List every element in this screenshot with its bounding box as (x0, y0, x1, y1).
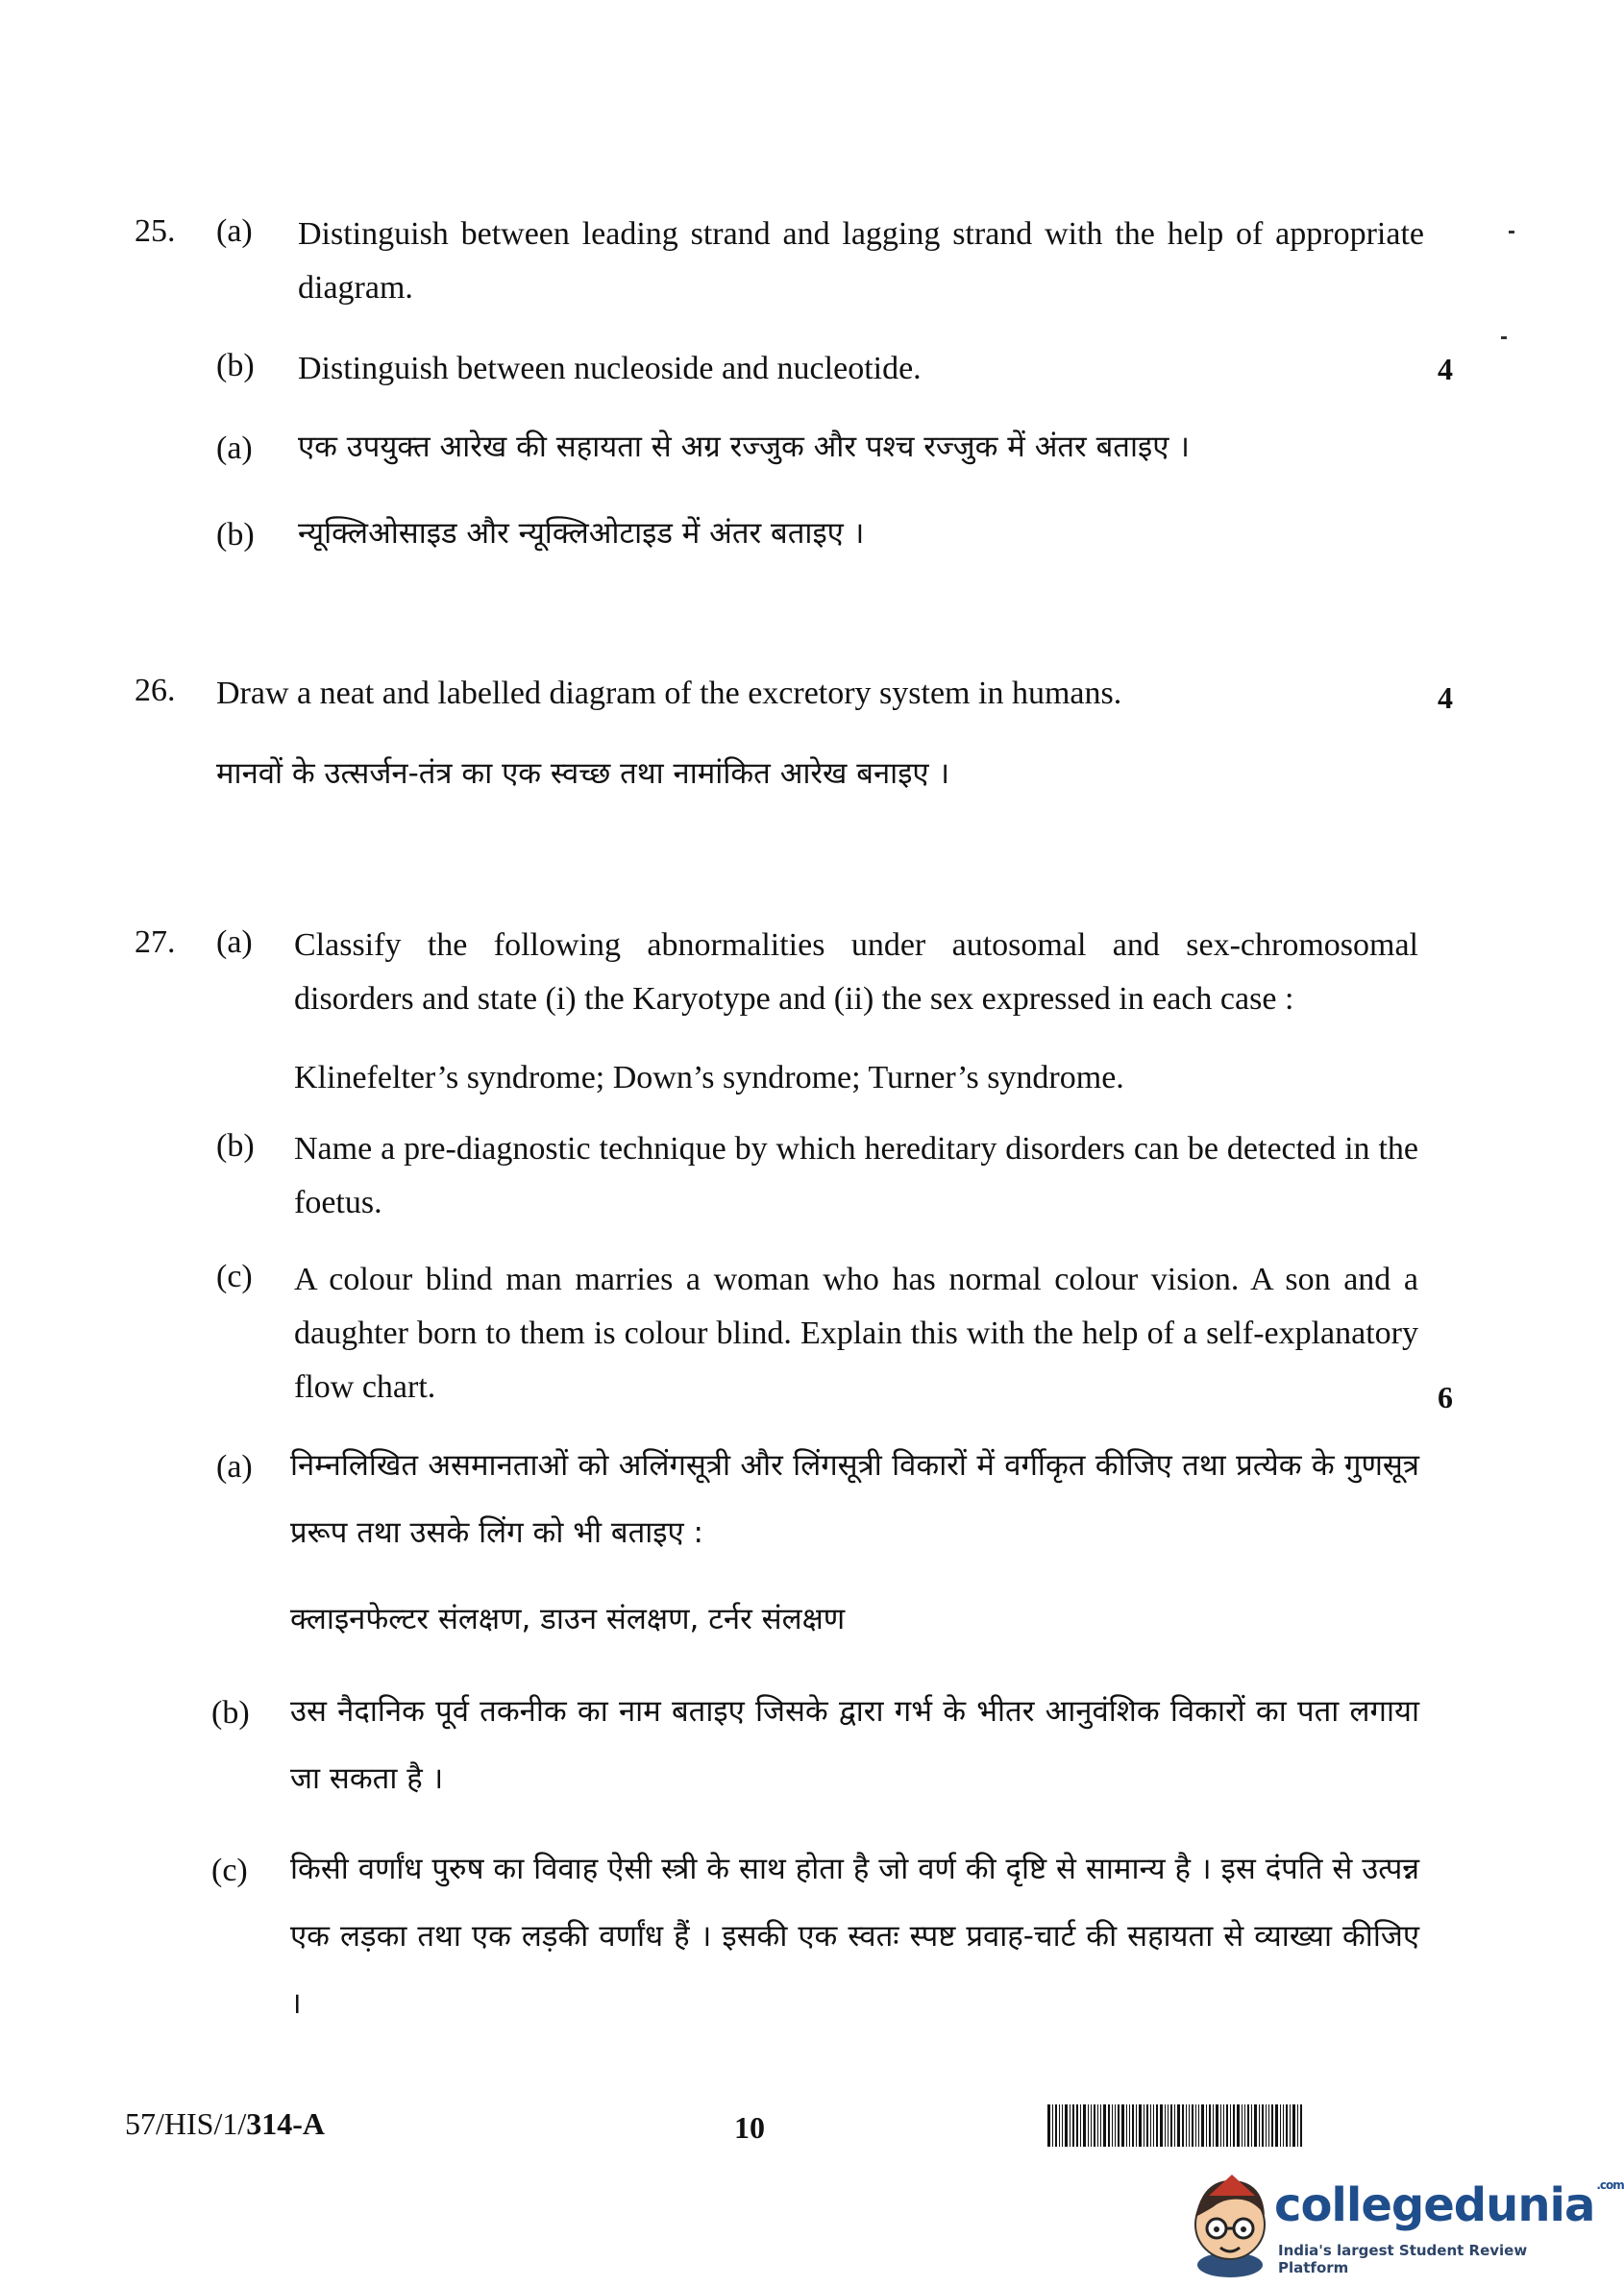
barcode-bar (1275, 2104, 1278, 2147)
barcode-bar (1083, 2104, 1086, 2147)
q26-hindi-text: मानवों के उत्सर्जन-तंत्र का एक स्वच्छ तथा नामांकित आरेख बनाइए । (216, 756, 950, 791)
q27-hindi-a-syndromes: क्लाइनफेल्टर संलक्षण, डाउन संलक्षण, टर्नर संलक्षण (290, 1602, 846, 1636)
barcode-bar (1233, 2104, 1235, 2147)
barcode-bar (1153, 2104, 1154, 2147)
brand-suffix: .com (1596, 2178, 1624, 2192)
barcode-bar (1266, 2104, 1267, 2147)
barcode-bar (1076, 2104, 1078, 2147)
barcode-bar (1201, 2104, 1204, 2147)
page-number: 10 (734, 2110, 765, 2145)
margin-mark (1509, 231, 1514, 234)
q27-hindi-b-label: (b) (211, 1695, 250, 1731)
barcode-bar (1047, 2104, 1050, 2147)
barcode-bar (1170, 2104, 1172, 2147)
barcode-bar (1237, 2104, 1240, 2147)
barcode (1047, 2104, 1453, 2147)
q25-part-b-text: Distinguish between nucleoside and nucleotide. (298, 351, 922, 386)
barcode-bar (1192, 2104, 1193, 2147)
q27-part-b-label: (b) (216, 1128, 255, 1164)
barcode-bar (1300, 2104, 1302, 2147)
barcode-bar (1262, 2104, 1264, 2147)
barcode-bar (1146, 2104, 1148, 2147)
q27-part-c-text: A colour blind man marries a woman who has normal colour vision. A son and a daughter born to them is colour blind. Explain this with the help of a self-explanatory flow chart. (294, 1262, 1418, 1405)
mascot-icon (1174, 2157, 1290, 2277)
barcode-bar (1242, 2104, 1243, 2147)
q27-part-a-label: (a) (216, 924, 253, 960)
q25-part-b-label: (b) (216, 348, 255, 383)
barcode-bar (1226, 2104, 1228, 2147)
barcode-bar (1168, 2104, 1169, 2147)
barcode-bar (1112, 2104, 1113, 2147)
q27-part-c-label: (c) (216, 1259, 253, 1294)
barcode-bar (1186, 2104, 1187, 2147)
barcode-bar (1220, 2104, 1221, 2147)
barcode-bar (1136, 2104, 1137, 2147)
barcode-bar (1297, 2104, 1298, 2147)
barcode-bar (1177, 2104, 1180, 2147)
barcode-bar (1280, 2104, 1281, 2147)
barcode-bar (1139, 2104, 1142, 2147)
barcode-bar (1103, 2104, 1106, 2147)
barcode-bar (1244, 2104, 1245, 2147)
q27-hindi-a-text: निम्नलिखित असमानताओं को अलिंगसूत्री और लिंगसूत्री विकारों में वर्गीकृत कीजिए तथा प्रत्येक के गुणसूत्र प्ररूप तथा उसके लिंग को भी बताइए : (290, 1448, 1419, 1550)
barcode-bar (1091, 2104, 1092, 2147)
barcode-bar (1108, 2104, 1110, 2147)
paper-code-prefix: 57/HIS/1/ (125, 2106, 247, 2141)
q25-hindi-b-text: न्यूक्लिओसाइड और न्यूक्लिओटाइड में अंतर बताइए । (298, 516, 865, 551)
barcode-bar (1059, 2104, 1060, 2147)
q27-part-a-syndromes: Klinefelter’s syndrome; Down’s syndrome; Turner’s syndrome. (294, 1060, 1124, 1095)
barcode-bar (1223, 2104, 1224, 2147)
barcode-bar (1189, 2104, 1190, 2147)
question-26-number: 26. (135, 673, 176, 708)
q27-hindi-a-label: (a) (216, 1449, 253, 1485)
q25-hindi-a-text: एक उपयुक्त आरेख की सहायता से अग्र रज्जुक और पश्च रज्जुक में अंतर बताइए । (298, 430, 1190, 464)
barcode-bar (1198, 2104, 1199, 2147)
question-25-number: 25. (135, 213, 176, 249)
barcode-bar (1055, 2104, 1057, 2147)
barcode-bar (1129, 2104, 1130, 2147)
barcode-bar (1088, 2104, 1089, 2147)
barcode-bar (1150, 2104, 1151, 2147)
q27-part-a-text: Classify the following abnormalities under autosomal and sex-chromosomal disorders and state (i) the Karyotype and (ii) the sex expressed in each case : (294, 927, 1418, 1017)
barcode-bar (1156, 2104, 1158, 2147)
barcode-bar (1195, 2104, 1196, 2147)
barcode-bar (1182, 2104, 1184, 2147)
barcode-bar (1080, 2104, 1081, 2147)
barcode-bar (1259, 2104, 1260, 2147)
brand-tagline: India's largest Student Review Platform (1278, 2242, 1528, 2276)
brand-word: collegedunia (1274, 2178, 1595, 2232)
barcode-bar (1268, 2104, 1269, 2147)
q27-marks: 6 (1438, 1380, 1453, 1414)
barcode-bar (1247, 2104, 1249, 2147)
q25-hindi-a-label: (a) (216, 430, 253, 466)
barcode-bar (1126, 2104, 1127, 2147)
barcode-bar (1209, 2104, 1211, 2147)
margin-mark (1501, 336, 1507, 339)
barcode-bar (1121, 2104, 1124, 2147)
barcode-bar (1100, 2104, 1101, 2147)
barcode-bar (1174, 2104, 1175, 2147)
barcode-bar (1251, 2104, 1252, 2147)
barcode-bar (1132, 2104, 1134, 2147)
barcode-bar (1206, 2104, 1207, 2147)
barcode-bar (1292, 2104, 1295, 2147)
barcode-bar (1118, 2104, 1120, 2147)
barcode-bar (1065, 2104, 1068, 2147)
q27-hindi-c-label: (c) (211, 1853, 248, 1888)
barcode-bar (1165, 2104, 1166, 2147)
barcode-bar (1216, 2104, 1218, 2147)
q27-hindi-b-text: उस नैदानिक पूर्व तकनीक का नाम बताइए जिसके द्वारा गर्भ के भीतर आनुवंशिक विकारों का पता लगाया जा सकता है । (290, 1694, 1419, 1796)
brand-name (1274, 2178, 1624, 2232)
barcode-bar (1072, 2104, 1074, 2147)
q27-part-b-text: Name a pre-diagnostic technique by which hereditary disorders can be detected in the foetus. (294, 1131, 1418, 1220)
barcode-bar (1283, 2104, 1284, 2147)
barcode-bar (1286, 2104, 1288, 2147)
q26-marks: 4 (1438, 680, 1453, 715)
barcode-bar (1290, 2104, 1291, 2147)
barcode-bar (1213, 2104, 1214, 2147)
barcode-bar (1062, 2104, 1063, 2147)
paper-code-bold: 314-A (246, 2106, 325, 2141)
barcode-bar (1052, 2104, 1053, 2147)
barcode-bar (1097, 2104, 1098, 2147)
barcode-bar (1094, 2104, 1095, 2147)
barcode-bar (1230, 2104, 1231, 2147)
q25-marks: 4 (1438, 352, 1453, 386)
q25-part-a-text: Distinguish between leading strand and lagging strand with the help of appropriate diagram. (298, 216, 1424, 306)
barcode-bar (1160, 2104, 1163, 2147)
collegedunia-logo (1174, 2157, 1624, 2277)
q25-part-a-label: (a) (216, 213, 253, 249)
q27-hindi-c-text: किसी वर्णांध पुरुष का विवाह ऐसी स्त्री के साथ होता है जो वर्ण की दृष्टि से सामान्य है । इस दंपति से उत्पन्न एक लड़का तथा एक लड़की वर्णांध हैं । इसकी एक स्वतः स्पष्ट प्रवाह-चार्ट की सहायता से व्याख्या कीजिए । (290, 1852, 1419, 2021)
q26-text: Draw a neat and labelled diagram of the excretory system in humans. (216, 676, 1122, 711)
q25-hindi-b-label: (b) (216, 517, 255, 553)
barcode-bar (1254, 2104, 1257, 2147)
barcode-bar (1271, 2104, 1273, 2147)
question-27-number: 27. (135, 924, 176, 960)
barcode-bar (1115, 2104, 1116, 2147)
paper-code (125, 2106, 325, 2142)
